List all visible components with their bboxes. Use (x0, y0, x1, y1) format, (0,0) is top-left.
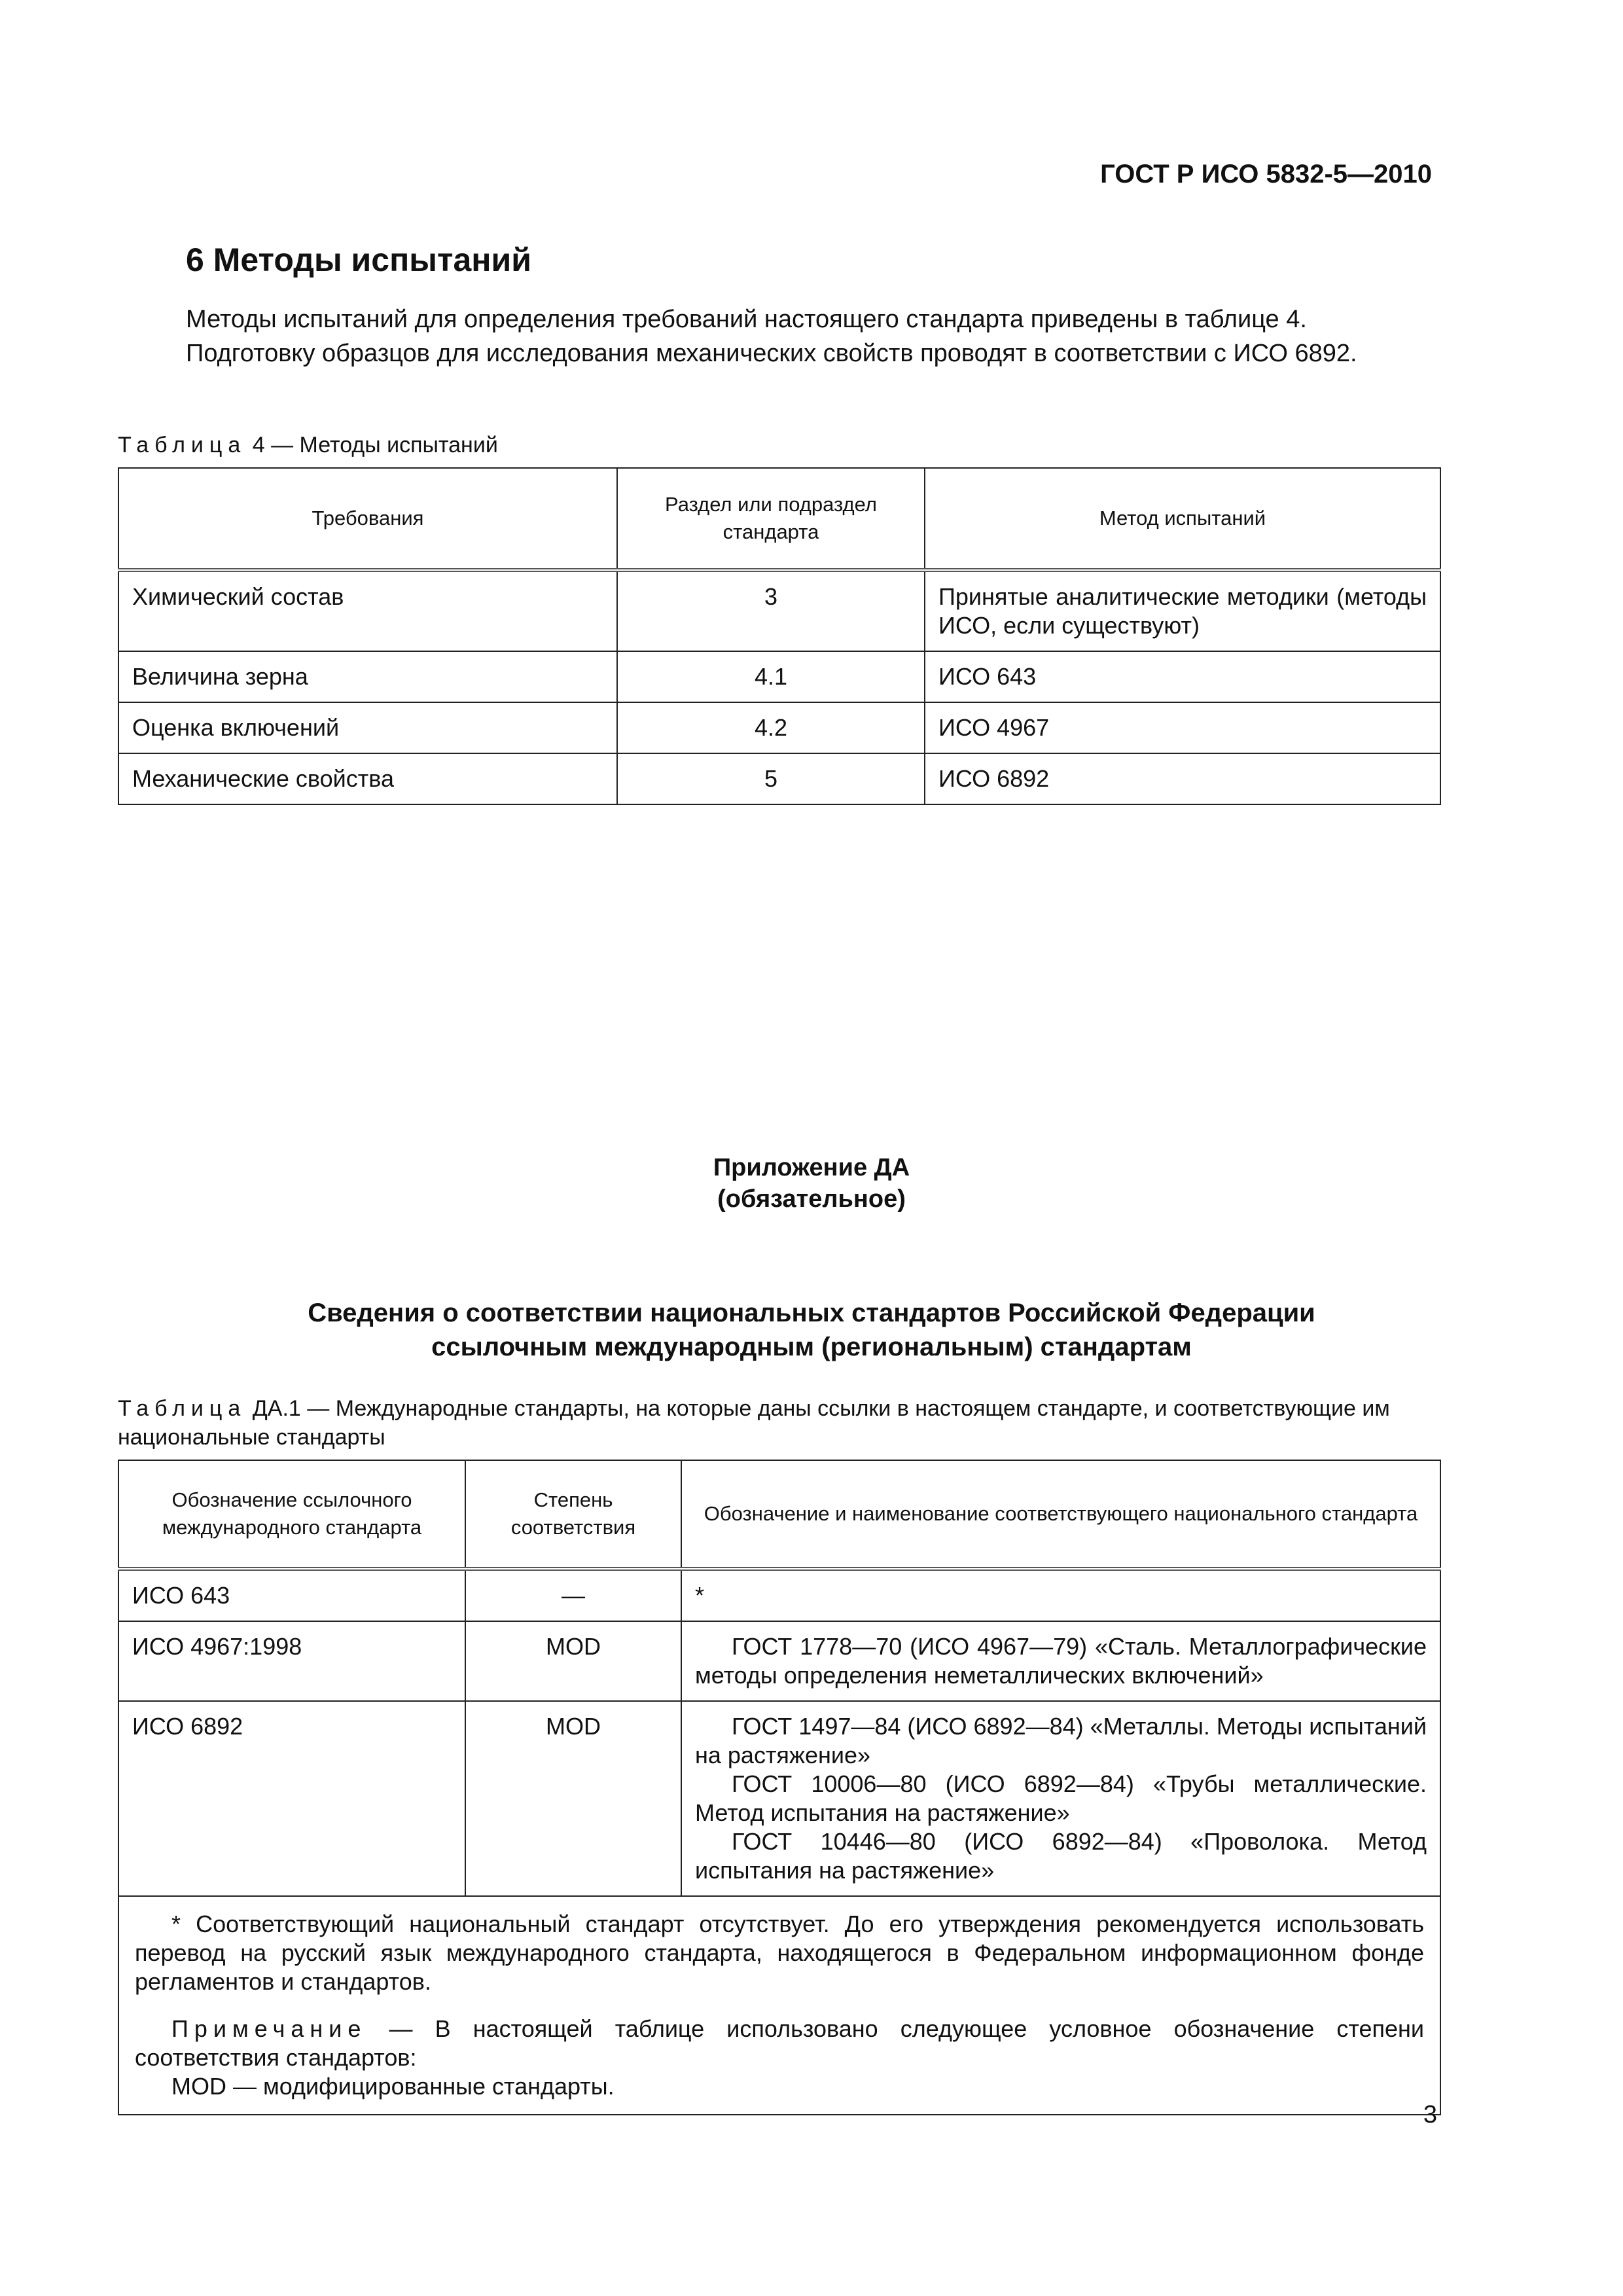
table-cell: ИСО 6892 (118, 1701, 465, 1896)
national-standard: ГОСТ 1778—70 (ИСО 4967—79) «Сталь. Металлографические методы определения неметаллических включений» (695, 1633, 1427, 1689)
tableda1-caption-text: ДА.1 — Международные стандарты, на которые даны ссылки в настоящем стандарте, и соответствующие им национальные стандарты (118, 1396, 1390, 1450)
table-row (118, 1701, 1440, 1896)
table-row (118, 1569, 1440, 1621)
table-cell: ИСО 4967 (925, 702, 1440, 753)
tableda1-caption (118, 1394, 1440, 1452)
national-standard: ГОСТ 10006—80 (ИСО 6892—84) «Трубы металлические. Метод испытания на растяжение» (695, 1770, 1427, 1826)
table-cell: ИСО 4967:1998 (118, 1621, 465, 1701)
table-cell: Механические свойства (118, 753, 617, 804)
table-header-row (118, 468, 1440, 570)
column-header: Требования (118, 468, 617, 570)
table-cell: 3 (617, 570, 925, 651)
column-header: Метод испытаний (925, 468, 1440, 570)
table-row (118, 753, 1440, 804)
table-cell: * (681, 1569, 1440, 1621)
table-cell: Химический состав (118, 570, 617, 651)
table-cell: 4.1 (617, 651, 925, 702)
table-note (135, 2015, 1424, 2072)
annex-heading (0, 1296, 1623, 1364)
table4-caption-word: Таблица (118, 433, 247, 457)
table-cell: 5 (617, 753, 925, 804)
table-cell (681, 1621, 1440, 1701)
table-cell: MOD (465, 1701, 681, 1896)
standards-correspondence-table (118, 1460, 1441, 2115)
table-cell: Величина зерна (118, 651, 617, 702)
table-row (118, 702, 1440, 753)
table-cell: 4.2 (617, 702, 925, 753)
section-paragraph-2: Подготовку образцов для исследования механических свойств проводят в соответствии с ИСО 6892. (186, 340, 1357, 367)
tableda1-caption-word: Таблица (118, 1396, 247, 1421)
table-header-row (118, 1460, 1440, 1569)
table-cell: ИСО 6892 (925, 753, 1440, 804)
table-footer-row (118, 1896, 1440, 2115)
table-cell: Принятые аналитические методики (методы ИСО, если существуют) (925, 570, 1440, 651)
annex-title-block (0, 1152, 1623, 1215)
page-number: 3 (1423, 2101, 1437, 2128)
note-mod-definition: MOD — модифицированные стандарты. (171, 2073, 615, 2100)
table-cell: Оценка включений (118, 702, 617, 753)
methods-table (118, 467, 1441, 805)
annex-heading-line-2: ссылочным международным (региональным) стандартам (431, 1333, 1192, 1361)
table-cell (681, 1701, 1440, 1896)
column-header: Обозначение и наименование соответствующего национального стандарта (681, 1460, 1440, 1569)
national-standard: ГОСТ 10446—80 (ИСО 6892—84) «Проволока. Метод испытания на растяжение» (695, 1828, 1427, 1884)
table-footer (118, 1896, 1440, 2115)
table-row (118, 570, 1440, 651)
column-header: Обозначение ссылочного международного стандарта (118, 1460, 465, 1569)
table4-caption (118, 431, 1440, 459)
annex-status: (обязательное) (717, 1185, 906, 1213)
national-standard: ГОСТ 1497—84 (ИСО 6892—84) «Металлы. Методы испытаний на растяжение» (695, 1713, 1427, 1768)
note-word: Примечание (171, 2015, 367, 2042)
table-row (118, 651, 1440, 702)
annex-heading-line-1: Сведения о соответствии национальных стандартов Российской Федерации (308, 1299, 1315, 1327)
note-text: — В настоящей таблице использовано следующее условное обозначение степени соответствия стандартов: (135, 2015, 1424, 2071)
table-row (118, 1621, 1440, 1701)
table4-caption-text: 4 — Методы испытаний (246, 433, 498, 457)
section-paragraph-1: Методы испытаний для определения требований настоящего стандарта приведены в таблице 4. (186, 306, 1307, 333)
document-code: ГОСТ Р ИСО 5832-5—2010 (1100, 160, 1432, 188)
footnote: * Соответствующий национальный стандарт отсутствует. До его утверждения рекомендуется использовать перевод на русский язык международного стандарта, находящегося в Федеральном информационном фонде регламентов и стандартов. (135, 1910, 1424, 1995)
table-cell: MOD (465, 1621, 681, 1701)
annex-title: Приложение ДА (713, 1154, 910, 1181)
column-header: Раздел или подраздел стандарта (617, 468, 925, 570)
column-header: Степень соответствия (465, 1460, 681, 1569)
table-cell: — (465, 1569, 681, 1621)
table-cell: ИСО 643 (118, 1569, 465, 1621)
table-cell: ИСО 643 (925, 651, 1440, 702)
section-title: 6 Методы испытаний (186, 242, 531, 278)
